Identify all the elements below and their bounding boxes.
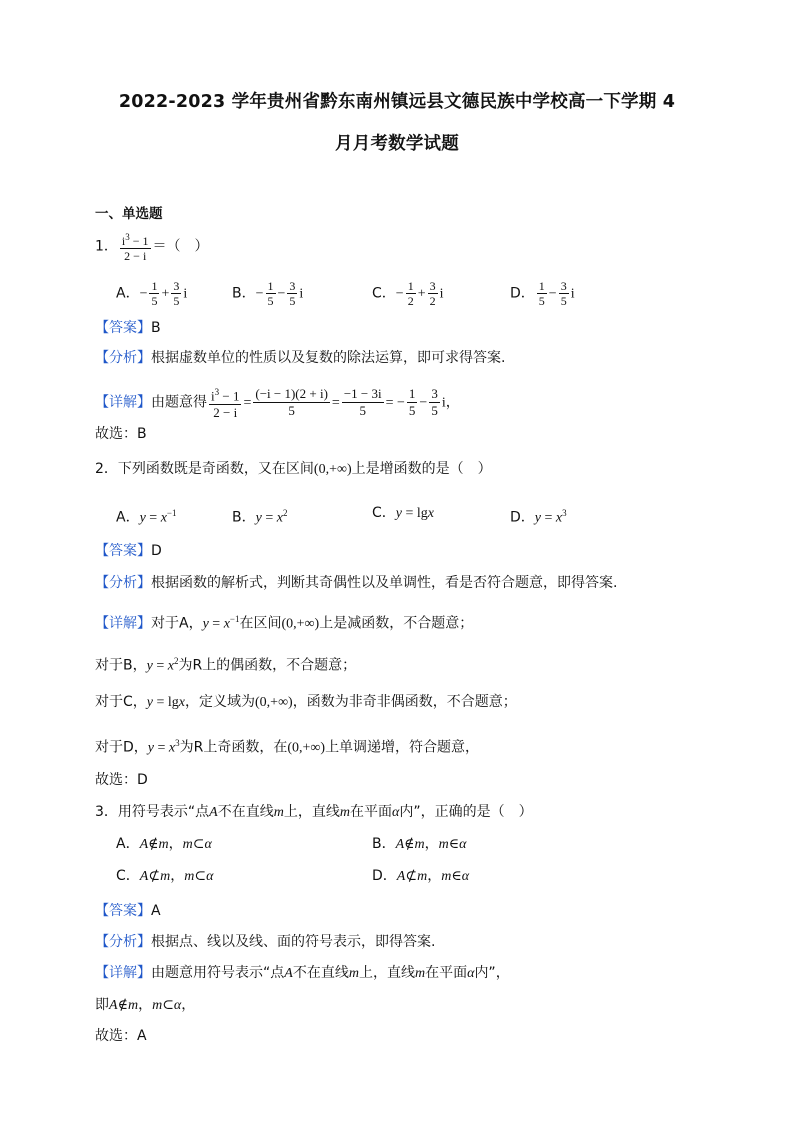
q3-stem: 3．用符号表示“点A不在直线m上，直线m在平面α内”，正确的是（ ）: [95, 804, 533, 820]
q1-option-c: C．− $\frac{1}{2}$ + $\frac{3}{2}$ i: [372, 279, 444, 308]
q1-conclusion: 故选：B: [95, 426, 147, 442]
q2-option-b: B．$y = x^2$: [232, 508, 288, 526]
doc-title-line2: 月月考数学试题: [335, 134, 459, 154]
section-heading: 一、单选题: [95, 206, 163, 222]
q2-answer: 【答案】D: [95, 543, 162, 559]
q3-detail: 【详解】由题意用符号表示“点A不在直线m上，直线m在平面α内”，: [95, 965, 510, 981]
q2-option-d: D．$y = x^3$: [510, 508, 567, 526]
q3-option-b: B．A∉m，m∈α: [372, 836, 467, 852]
q1-ask: ＝（ ）: [152, 238, 209, 255]
q2-detail-d: 对于D，$y = x^3$为R上奇函数，在(0,+∞)上单调递增，符合题意，: [95, 738, 480, 756]
q3-conclusion: 故选：A: [95, 1028, 147, 1044]
q1-detail: 【详解】由题意得 $\frac{i^3 - 1}{2 - i}$ = $\frac{(-i - 1)(2 + i)}{5}$ = $\frac{-1 - 3i}{5}$ = − $\frac{1}{5}$ − $\frac{3}{5}$ i，: [95, 384, 460, 421]
q3-analysis: 【分析】根据点、线以及线、面的符号表示，即得答案.: [95, 934, 436, 950]
q1-expression: $\frac{i^3 - 1}{2 - i}$: [121, 232, 149, 263]
q2-detail-a: 【详解】对于A，$y = x^{-1}$在区间(0,+∞)上是减函数，不合题意；: [95, 614, 474, 632]
q1-option-a: A．− $\frac{1}{5}$ + $\frac{3}{5}$ i: [116, 279, 188, 308]
q1-stem: [95, 230, 209, 263]
q2-option-a: A．$y = x^{-1}$: [116, 508, 177, 526]
q2-analysis: 【分析】根据函数的解析式，判断其奇偶性以及单调性，看是否符合题意，即得答案.: [95, 575, 618, 591]
q2-detail-b: 对于B，$y = x^2$为R上的偶函数，不合题意；: [95, 656, 357, 674]
q1-option-b: B．− $\frac{1}{5}$ − $\frac{3}{5}$ i: [232, 279, 304, 308]
q2-conclusion: 故选：D: [95, 772, 148, 788]
q3-option-c: C．A⊄m，m⊂α: [116, 868, 214, 884]
q3-answer: 【答案】A: [95, 903, 161, 919]
doc-title-line1: 2022-2023 学年贵州省黔东南州镇远县文德民族中学校高一下学期 4: [118, 92, 676, 112]
q1-answer: 【答案】B: [95, 320, 161, 336]
q1-number: 1．: [95, 238, 118, 255]
q3-option-d: D．A⊄m，m∈α: [372, 868, 470, 884]
q3-detail-symbols: 即A∉m，m⊂α，: [95, 997, 196, 1013]
q2-option-c: C．y = lgx: [372, 505, 435, 521]
q1-option-d: D． $\frac{1}{5}$ − $\frac{3}{5}$ i: [510, 279, 575, 308]
q2-detail-c: 对于C，y = lgx，定义域为(0,+∞)，函数为非奇非偶函数，不合题意；: [95, 694, 517, 710]
q2-stem: 2．下列函数既是奇函数，又在区间(0,+∞)上是增函数的是（ ）: [95, 461, 492, 477]
q3-option-a: A．A∉m，m⊂α: [116, 836, 212, 852]
q1-analysis: 【分析】根据虚数单位的性质以及复数的除法运算，即可求得答案.: [95, 350, 506, 366]
